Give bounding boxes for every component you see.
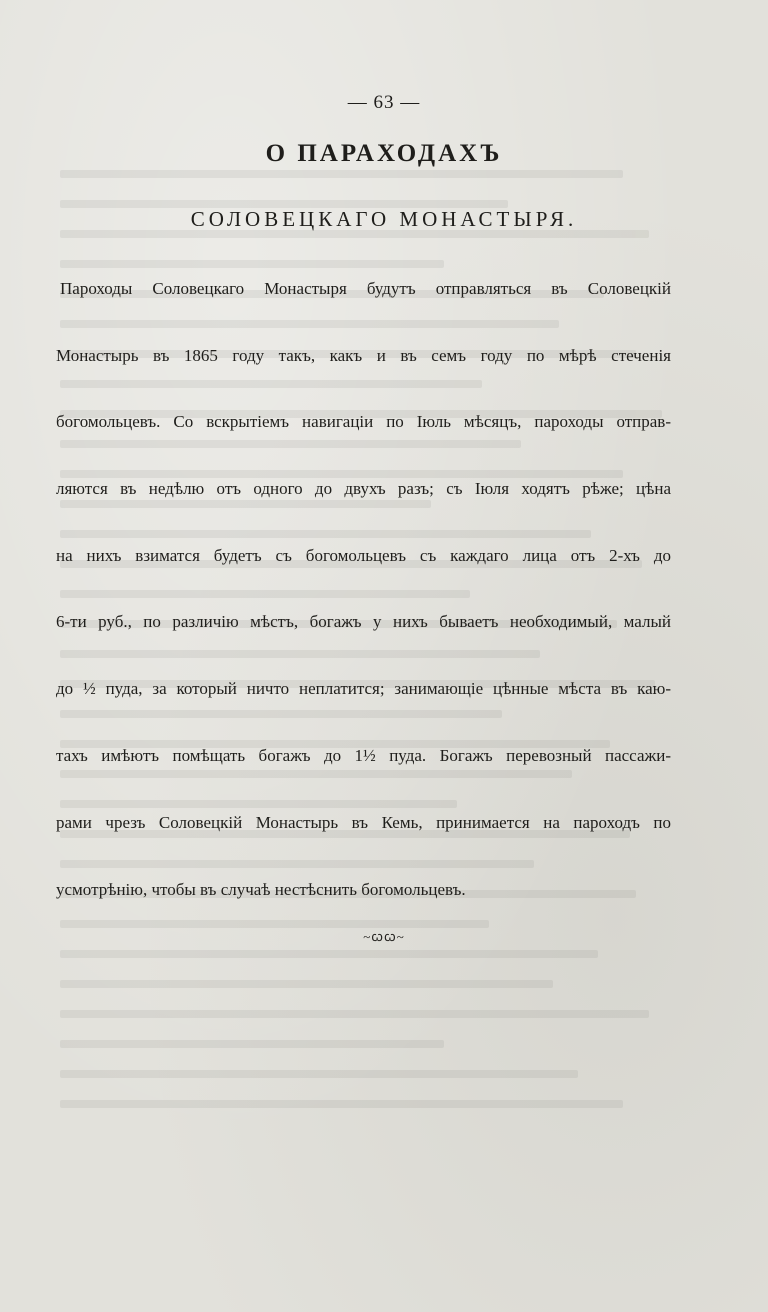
bleed-through-texture (60, 170, 700, 1170)
paragraph-line: рами чрезъ Соловецкій Монастырь въ Кемь, принимается на пароходъ по (56, 813, 671, 832)
page-number: — 63 — (347, 92, 421, 113)
paragraph-line: Пароходы Соловецкаго Монастыря будутъ отправляться въ Соловецкій (60, 279, 671, 298)
page-title: О ПАРАХОДАХЪ (265, 140, 503, 167)
paragraph-line: Монастырь въ 1865 году такъ, какъ и въ семъ году по мѣрѣ стеченія (56, 346, 671, 365)
paragraph-line: до ½ пуда, за который ничто неплатится; занимающіе цѣнные мѣста въ каю- (56, 679, 671, 698)
page-subtitle: СОЛОВЕЦКАГО МОНАСТЫРЯ. (190, 207, 578, 231)
paragraph-line: усмотрѣнію, чтобы въ случаѣ нестѣснить богомольцевъ. (56, 880, 466, 899)
paragraph-line: богомольцевъ. Со вскрытіемъ навигаціи по Іюль мѣсяцъ, пароходы отправ- (56, 412, 671, 431)
paragraph-line: тахъ имѣютъ помѣщать богажъ до 1½ пуда. Богажъ перевозный пассажи- (56, 746, 671, 765)
paragraph-line: на нихъ взиматся будетъ съ богомольцевъ съ каждаго лица отъ 2-хъ до (56, 546, 671, 565)
paragraph-line: ляются въ недѣлю отъ одного до двухъ разъ; съ Іюля ходятъ рѣже; цѣна (56, 479, 671, 498)
paragraph-line: 6-ти руб., по различію мѣстъ, богажъ у нихъ бываетъ необходимый, малый (56, 612, 671, 631)
ornament-divider: ~ꞷꞷ~ (363, 929, 405, 944)
